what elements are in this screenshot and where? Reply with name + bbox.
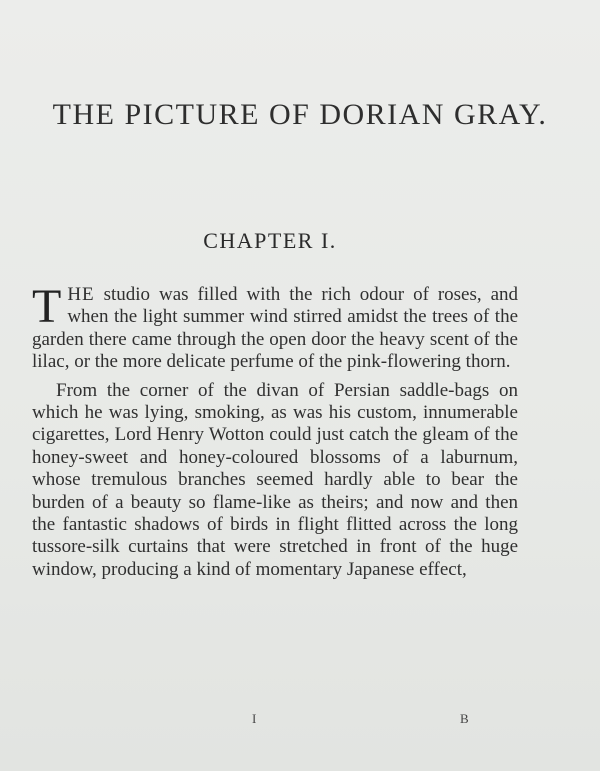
- paragraph-2-text: From the corner of the divan of Persian saddle-bags on which he was lying, smoking, as was his custom, innumerable cigarettes, Lord Henry Wotton could just catch the gleam of the honey-sweet and honey-coloured blossoms of a laburnum, whose tremulous branches seemed hardly able to bear the burden of a beauty so flame-like as theirs; and now and then the fantastic shadows of birds in flight flitted across the long tussore-silk curtains that were stretched in front of the huge window, producing a kind of momentary Japanese effect,: [32, 379, 518, 580]
- paragraph-2: [32, 380, 518, 582]
- paragraph-1-text: studio was filled with the rich odour of roses, and when the light summer wind stirred amidst the trees of the garden there came through the open door the heavy scent of the lilac, or the more delicate perfume of the pink-flowering thorn.: [32, 284, 518, 373]
- chapter-body: [32, 280, 518, 587]
- lead-word: HE: [67, 284, 95, 305]
- drop-cap: T: [32, 280, 62, 333]
- chapter-heading: CHAPTER I.: [203, 228, 337, 253]
- book-title: THE PICTURE OF DORIAN GRAY.: [52, 98, 548, 131]
- page-folio: I: [252, 711, 257, 726]
- signature-mark: B: [460, 711, 469, 726]
- paragraph-1: [32, 280, 518, 374]
